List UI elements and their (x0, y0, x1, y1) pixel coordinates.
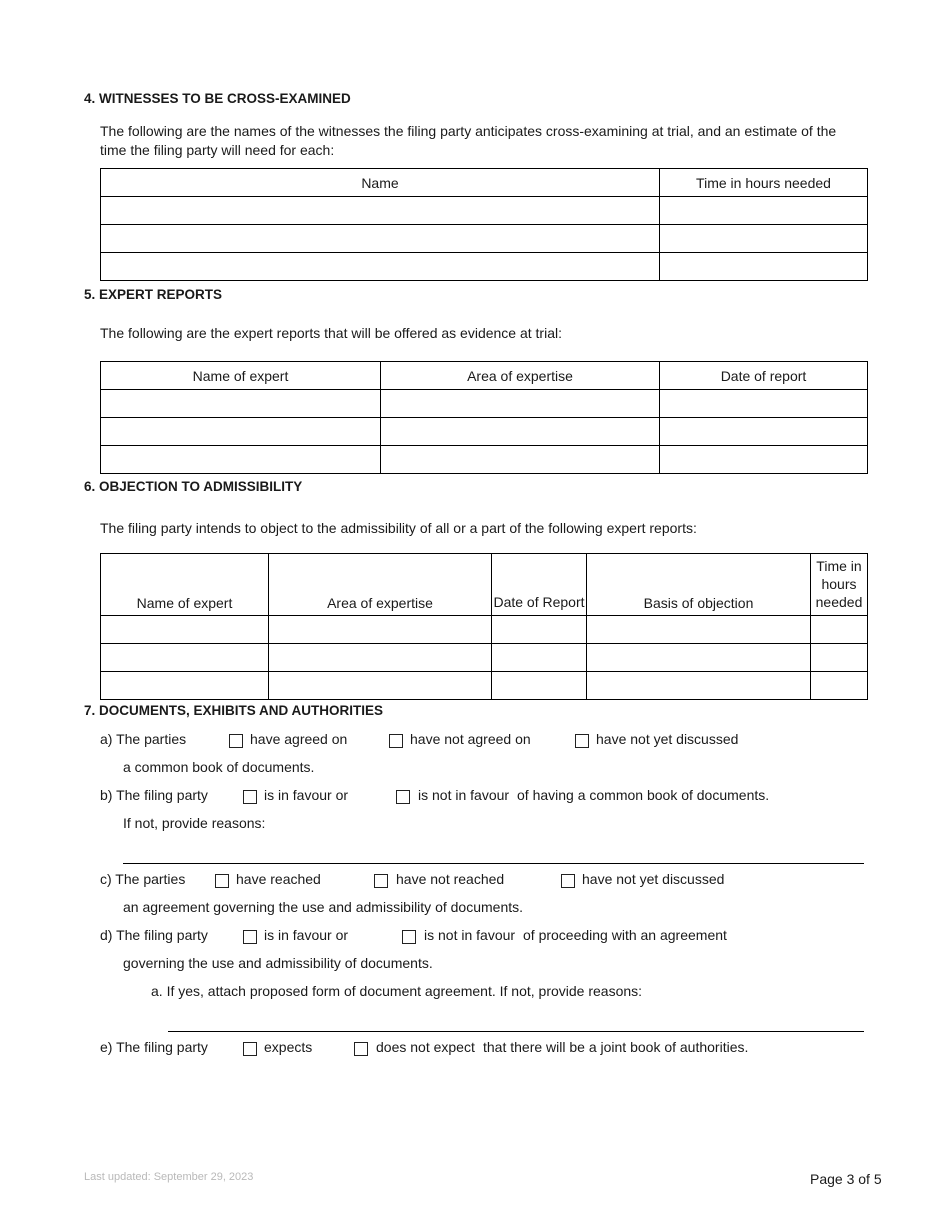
date-cell[interactable] (492, 672, 587, 700)
column-header-expert-name: Name of expert (101, 554, 269, 616)
item-d-suffix: of proceeding with an agreement (523, 927, 727, 943)
item-e-opt1-label: expects (264, 1039, 313, 1055)
item-e-prefix: e) The filing party (100, 1039, 208, 1055)
item-d-continuation: governing the use and admissibility of documents. (123, 955, 433, 971)
section-7-heading: 7. DOCUMENTS, EXHIBITS AND AUTHORITIES (84, 703, 384, 718)
date-cell[interactable] (492, 644, 587, 672)
expert-name-cell[interactable] (101, 446, 381, 474)
item-b-in-favour-checkbox[interactable] (243, 790, 257, 804)
item-d-opt2-label: is not in favour (424, 927, 516, 943)
item-a-opt2-label: have not agreed on (410, 731, 531, 747)
item-a-not-agreed-checkbox[interactable] (389, 734, 403, 748)
section-4-intro-line-1: The following are the names of the witnesses the filing party anticipates cross-examining at trial, and an estimate of the (100, 123, 837, 139)
table-row (101, 672, 868, 700)
item-d-sub-a: a. If yes, attach proposed form of document agreement. If not, provide reasons: (151, 983, 643, 999)
item-d-prefix: d) The filing party (100, 927, 208, 943)
item-b-suffix: of having a common book of documents. (517, 787, 770, 803)
item-b-reasons-line[interactable] (123, 863, 864, 864)
item-c-opt1-label: have reached (236, 871, 321, 887)
time-cell[interactable] (811, 672, 868, 700)
item-a-opt3-label: have not yet discussed (596, 731, 739, 747)
last-updated: Last updated: September 29, 2023 (84, 1171, 254, 1183)
column-header-date: Date of Report (492, 554, 587, 616)
objection-table (100, 553, 868, 700)
item-a-continuation: a common book of documents. (123, 759, 315, 775)
column-header-time: Time in hours needed (811, 554, 868, 616)
expert-name-cell[interactable] (101, 616, 269, 644)
area-cell[interactable] (269, 616, 492, 644)
area-cell[interactable] (381, 418, 660, 446)
area-cell[interactable] (269, 672, 492, 700)
date-cell[interactable] (660, 390, 868, 418)
table-row (101, 616, 868, 644)
section-6-intro: The filing party intends to object to the admissibility of all or a part of the following expert reports: (100, 520, 697, 536)
area-cell[interactable] (381, 446, 660, 474)
item-d-reasons-line[interactable] (168, 1031, 864, 1032)
table-row (101, 225, 868, 253)
area-cell[interactable] (269, 644, 492, 672)
section-5-heading: 5. EXPERT REPORTS (84, 287, 223, 302)
basis-cell[interactable] (587, 672, 811, 700)
item-e-suffix: that there will be a joint book of authorities. (483, 1039, 749, 1055)
item-e-does-not-expect-checkbox[interactable] (354, 1042, 368, 1056)
expert-name-cell[interactable] (101, 644, 269, 672)
item-c-not-reached-checkbox[interactable] (374, 874, 388, 888)
item-b-prefix: b) The filing party (100, 787, 208, 803)
item-e-expects-checkbox[interactable] (243, 1042, 257, 1056)
witness-name-cell[interactable] (101, 197, 660, 225)
item-a-prefix: a) The parties (100, 731, 187, 747)
section-6-heading: 6. OBJECTION TO ADMISSIBILITY (84, 479, 303, 494)
date-cell[interactable] (660, 446, 868, 474)
item-b-not-in-favour-checkbox[interactable] (396, 790, 410, 804)
expert-name-cell[interactable] (101, 418, 381, 446)
item-c-opt3-label: have not yet discussed (582, 871, 725, 887)
column-header-time: Time in hours needed (660, 169, 868, 197)
witness-time-cell[interactable] (660, 197, 868, 225)
section-5-intro: The following are the expert reports that will be offered as evidence at trial: (100, 325, 562, 341)
item-d-in-favour-checkbox[interactable] (243, 930, 257, 944)
item-d-opt1-label: is in favour or (264, 927, 349, 943)
item-c-not-discussed-checkbox[interactable] (561, 874, 575, 888)
witness-name-cell[interactable] (101, 225, 660, 253)
page-number: Page 3 of 5 (810, 1171, 882, 1187)
item-b-continuation: If not, provide reasons: (123, 815, 266, 831)
item-b-opt2-label: is not in favour (418, 787, 510, 803)
witness-time-cell[interactable] (660, 225, 868, 253)
area-cell[interactable] (381, 390, 660, 418)
table-row (101, 446, 868, 474)
column-header-expert-name: Name of expert (101, 362, 381, 390)
section-4-intro-line-2: time the filing party will need for each: (100, 142, 335, 158)
item-a-opt1-label: have agreed on (250, 731, 348, 747)
column-header-basis: Basis of objection (587, 554, 811, 616)
witnesses-table (100, 168, 868, 281)
expert-reports-table (100, 361, 868, 474)
table-row (101, 390, 868, 418)
witness-name-cell[interactable] (101, 253, 660, 281)
date-cell[interactable] (660, 418, 868, 446)
basis-cell[interactable] (587, 644, 811, 672)
item-c-prefix: c) The parties (100, 871, 186, 887)
time-cell[interactable] (811, 644, 868, 672)
item-c-opt2-label: have not reached (396, 871, 505, 887)
column-header-date: Date of report (660, 362, 868, 390)
section-4-heading: 4. WITNESSES TO BE CROSS-EXAMINED (84, 91, 351, 106)
table-row (101, 197, 868, 225)
time-cell[interactable] (811, 616, 868, 644)
expert-name-cell[interactable] (101, 672, 269, 700)
basis-cell[interactable] (587, 616, 811, 644)
item-b-opt1-label: is in favour or (264, 787, 349, 803)
item-c-continuation: an agreement governing the use and admissibility of documents. (123, 899, 524, 915)
item-a-not-discussed-checkbox[interactable] (575, 734, 589, 748)
column-header-area: Area of expertise (381, 362, 660, 390)
date-cell[interactable] (492, 616, 587, 644)
item-a-agreed-checkbox[interactable] (229, 734, 243, 748)
column-header-area: Area of expertise (269, 554, 492, 616)
expert-name-cell[interactable] (101, 390, 381, 418)
column-header-name: Name (101, 169, 660, 197)
table-row (101, 253, 868, 281)
table-row (101, 644, 868, 672)
item-d-not-in-favour-checkbox[interactable] (402, 930, 416, 944)
item-c-reached-checkbox[interactable] (215, 874, 229, 888)
witness-time-cell[interactable] (660, 253, 868, 281)
table-row (101, 418, 868, 446)
item-e-opt2-label: does not expect (376, 1039, 475, 1055)
